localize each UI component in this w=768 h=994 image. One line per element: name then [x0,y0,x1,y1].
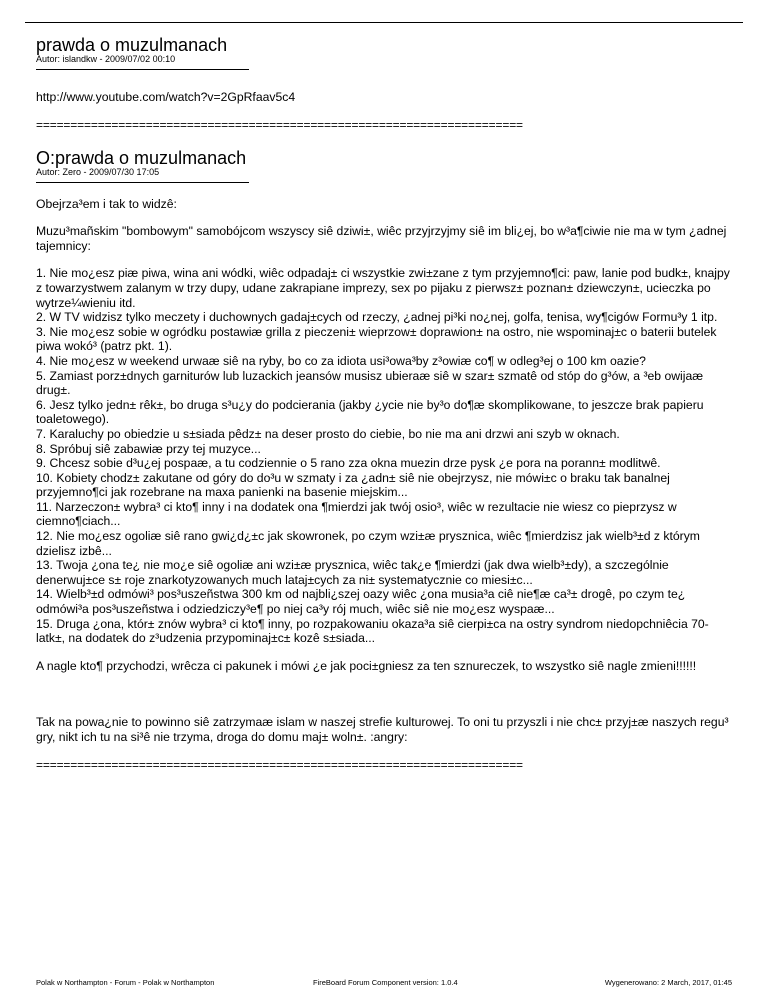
post-separator: ======================================================================= [36,117,523,132]
footer-generated: Wygenerowano: 2 March, 2017, 01:45 [604,978,732,987]
footer-site: Polak w Northampton - Forum - Polak w Northampton [36,978,215,987]
divider [36,69,249,70]
post-list: 1. Nie mo¿esz piæ piwa, wina ani wódki, wiêc odpadaj± ci wszystkie zwi±zane z tym przyjemno¶ci: paw, lanie pod budk±, knajpy z towarzystwem zalanym w trzy dupy, udane zakrapiane imprezy, sex po pijaku z pierwsz± poznan± dziewczyn±, ucieczka po wytrze¼wieniu itd. 2. W TV widzisz tylko meczety i duchownych gadaj±cych od rzeczy, ¿adnej pi³ki no¿nej, golfa, tenisa, wy¶cigów Formu³y 1 itp. 3. Nie mo¿esz sobie w ogródku postawiæ grilla z pieczeni± wieprzow± doprawion± na ostro, nie wspominaj±c o baterii butelek piwa wokó³ (patrz pkt. 1). 4. Nie mo¿esz w weekend urwaæ siê na ryby, bo co za idiota usi³owa³by z³owiæ co¶ w odleg³ej o 100 km oazie? 5. Zamiast porz±dnych garniturów lub luzackich jeansów musisz ubieraæ siê w szar± szmatê od stóp do g³ów, a ³eb owijaæ drug±. 6. Jesz tylko jedn± rêk±, bo druga s³u¿y do podcierania (jakby ¿ycie nie by³o do¶æ skomplikowane, to jeszcze brak papieru toaletowego). 7. Karaluchy po obiedzie u s±siada pêdz± na deser prosto do ciebie, bo nie ma ani drzwi ani szyb w oknach. 8. Spróbuj siê zabawiæ przy tej muzyce... 9. Chcesz sobie d³u¿ej pospaæ, a tu codziennie o 5 rano zza okna muezin drze pysk ¿e pora na porann± modlitwê. 10. Kobiety chodz± zakutane od góry do do³u w szmaty i za ¿adn± siê nie obejrzysz, nie mówi±c o braku tak banalnej przyjemno¶ci jak rozebrane na maxa panienki na basenie miejskim... 11. Narzeczon± wybra³ ci kto¶ inny i na dodatek ona ¶mierdzi jak twój osio³, wiêc w rezultacie nie wiesz co pieprzysz w ciemno¶ciach... 12. Nie mo¿esz ogoliæ siê rano gwi¿d¿±c jak skowronek, po czym wzi±æ prysznica, wiêc ¶mierdzisz jak wielb³±d z którym dzielisz izbê... 13. Twoja ¿ona te¿ nie mo¿e siê ogoliæ ani wzi±æ prysznica, wiêc tak¿e ¶mierdzi (jak dwa wielb³±dy), a szczególnie denerwuj±ce s± roje znarkotyzowanych much lataj±cych za ni± systematycznie co miesi±c... 14. Wielb³±d odmówi³ pos³uszeñstwa 300 km od najbli¿szej oazy wiêc ¿ona musia³a ciê nie¶æ ca³± drogê, po czym te¿ odmówi³a pos³uszeñstwa i odziedziczy³e¶ po niej ca³y rój much, wiêc siê nie mo¿esz wyspaæ... 15. Druga ¿ona, któr± znów wybra³ ci kto¶ inny, po rozpakowaniu okaza³a siê cierpi±ca na ostry syndrom niedopchniêcia 70-latk±, na dodatek do z³udzenia przypominaj±c± kozê s±siada... [36,266,730,646]
post [36,36,736,131]
post-meta: Autor: Zero - 2009/07/30 17:05 [36,166,160,177]
post-link[interactable]: http://www.youtube.com/watch?v=2GpRfaav5c4 [36,90,296,104]
post-paragraph: A nagle kto¶ przychodzi, wrêcza ci pakunek i mówi ¿e jak poci±gniesz za ten sznureczek, to wszystko siê nagle zmieni!!!!!! [36,658,697,673]
post-title: O:prawda o muzulmanach [36,147,247,168]
post [36,149,736,771]
footer-component: FireBoard Forum Component version: 1.0.4 [313,978,458,987]
top-rule [25,22,743,23]
post-paragraph: Obejrza³em i tak to widzê: [36,196,177,211]
post-meta: Autor: islandkw - 2009/07/02 00:10 [36,54,176,64]
post-paragraph: Tak na powa¿nie to powinno siê zatrzymaæ islam w naszej strefie kulturowej. To oni tu przyszli i nie chc± przyj±æ naszych regu³ gry, nikt ich tu na si³ê nie trzyma, droga do domu maj± woln±. :angry: [36,715,729,744]
post-title: prawda o muzulmanach [36,35,228,55]
post-paragraph: Muzu³mañskim "bombowym" samobójcom wszyscy siê dziwi±, wiêc przyjrzyjmy siê im bli¿ej, bo w³a¶ciwie nie ma w tym ¿adnej tajemnicy: [36,224,727,253]
post-separator: ======================================================================= [36,757,523,772]
divider [36,182,249,183]
forum-thread [36,36,736,771]
